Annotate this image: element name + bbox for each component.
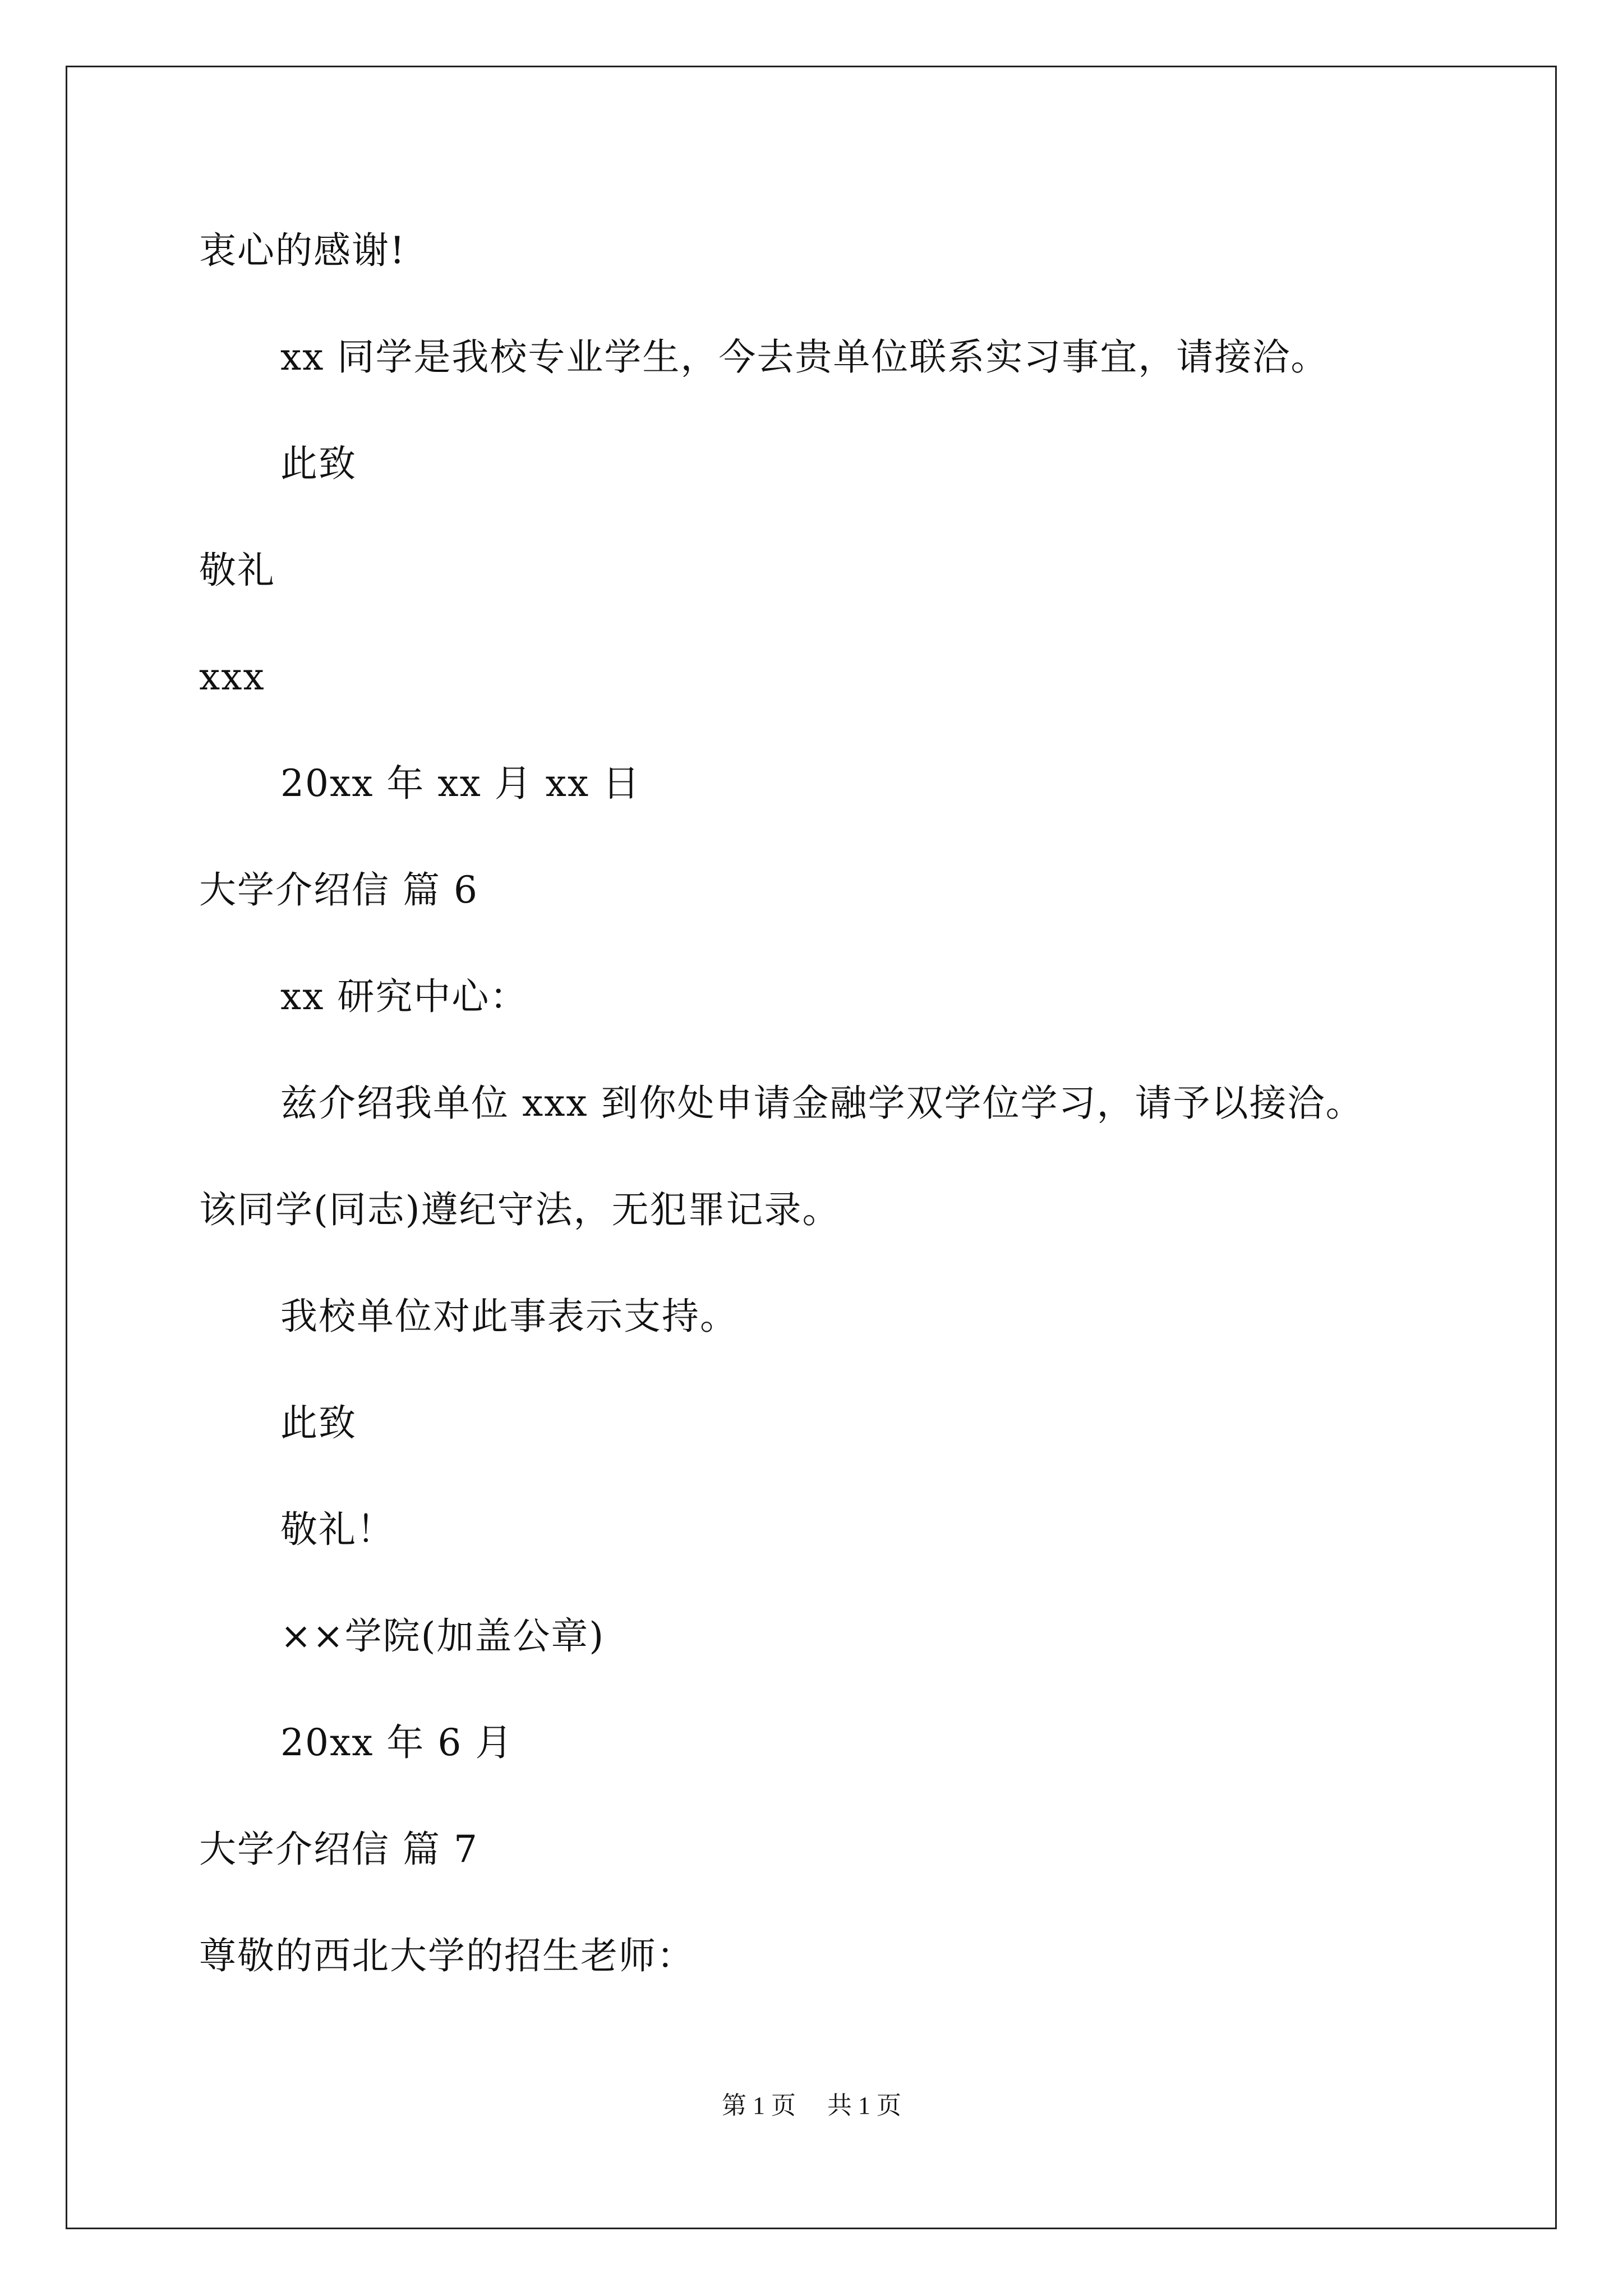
text-line-closing-2: 此致 [280,1401,357,1444]
text-line-salutation: 敬礼 [199,549,275,592]
text-line-support: 我校单位对此事表示支持。 [280,1295,738,1338]
text-line-salutation-2: 敬礼！ [280,1508,395,1551]
section-heading-6: 大学介绍信 篇 6 [199,868,478,912]
text-line-date: 20xx 年 xx 月 xx 日 [280,762,641,805]
text-line-thanks: 衷心的感谢! [199,229,406,272]
text-line-signature: xxx [199,655,265,698]
page-number-total: 共 1 页 [827,2092,901,2119]
page-number-current: 第 1 页 [722,2092,796,2119]
text-line-addressee: xx 研究中心： [280,975,528,1018]
text-line-body: 兹介绍我单位 xxx 到你处申请金融学双学位学习，请予以接洽。 [280,1082,1364,1125]
text-line-signature-2: ××学院(加盖公章) [280,1614,605,1658]
page-border [66,66,1557,2229]
text-line-addressee-2: 尊敬的西北大学的招生老师： [199,1934,695,1977]
section-heading-7: 大学介绍信 篇 7 [199,1828,478,1871]
text-line-closing: 此致 [280,442,357,485]
text-line-date-2: 20xx 年 6 月 [280,1721,514,1764]
page-footer [0,2090,1623,2122]
text-line-introduction: xx 同学是我校专业学生，今去贵单位联系实习事宜，请接洽。 [280,335,1329,379]
text-line-body-cont: 该同学(同志)遵纪守法，无犯罪记录。 [199,1188,841,1231]
